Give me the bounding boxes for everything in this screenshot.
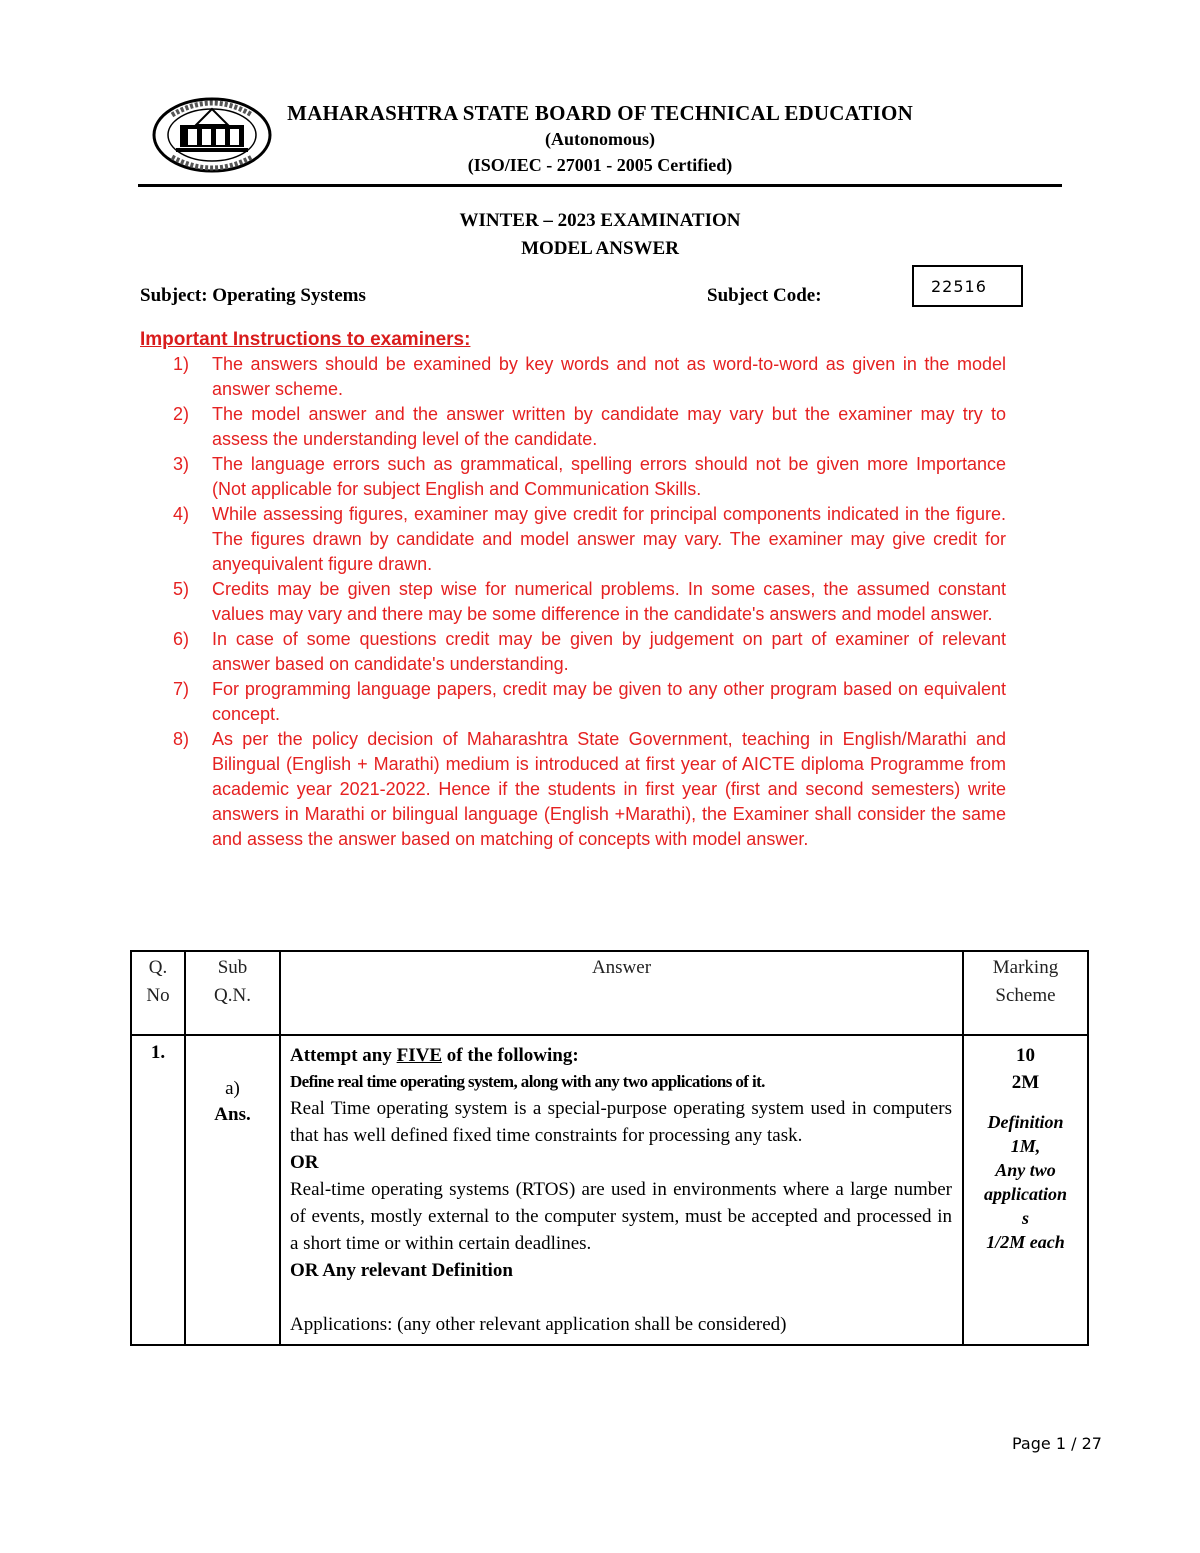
instruction-number: 7) (173, 679, 190, 699)
scheme-line: application (983, 1184, 1067, 1204)
instruction-item (170, 577, 1006, 627)
header-marking-line1: Marking (992, 957, 1059, 978)
page-number: Page 1 / 27 (1012, 1434, 1102, 1453)
instruction-text: In case of some questions credit may be given by judgement on part of examiner of relevant answer based on candidate's understanding. (212, 629, 1006, 674)
answer-table (130, 950, 1089, 1346)
instruction-number: 5) (173, 579, 190, 599)
instruction-prefix: Attempt any (290, 1045, 397, 1066)
applications-heading: Applications: (any other relevant application shall be considered) (290, 1314, 787, 1335)
header-answer (280, 951, 963, 1035)
instruction-item (170, 727, 1006, 852)
scheme-line: Any two (995, 1160, 1056, 1180)
marking-scheme (964, 1110, 1087, 1254)
section-instruction (290, 1042, 952, 1069)
instruction-item (170, 677, 1006, 727)
instruction-number: 4) (173, 504, 190, 524)
instruction-text: Credits may be given step wise for numerical problems. In some cases, the assumed constant values may vary and there may be some difference in the candidate's answers and model answer. (212, 579, 1006, 624)
header-qno-line1: Q. (148, 957, 168, 978)
scheme-line: 1/2M each (986, 1232, 1065, 1252)
or-separator: OR Any relevant Definition (290, 1260, 513, 1281)
instruction-text: The language errors such as grammatical, spelling errors should not be given more Importance (Not applicable for subject English and Communication Skills. (212, 454, 1006, 499)
header-subq (185, 951, 280, 1035)
header-answer-label: Answer (591, 957, 652, 978)
header-qno-line2: No (146, 985, 170, 1006)
instruction-suffix: of the following: (442, 1045, 579, 1066)
instruction-text: As per the policy decision of Maharashtra State Government, teaching in English/Marathi and Bilingual (English + Marathi) medium is introduced at first year of AICTE diploma Programme from academic year 2021-2022. Hence if the students in first year (first and second semesters) write answers in Marathi or bilingual language (English +Marathi), the Examiner shall consider the same and assess the answer based on matching of concepts with model answer. (212, 729, 1006, 849)
subject-label: Subject: Operating Systems (140, 285, 366, 306)
exam-title: WINTER – 2023 EXAMINATION (459, 210, 741, 231)
instructions-title: Important Instructions to examiners: (140, 329, 471, 350)
scheme-line: 1M, (1010, 1136, 1041, 1156)
instruction-item (170, 627, 1006, 677)
header-marking (963, 951, 1088, 1035)
instruction-text: While assessing figures, examiner may give credit for principal components indicated in the figure. The figures drawn by candidate and model answer may vary. The examiner may give credit for anyequivalent figure drawn. (212, 504, 1006, 574)
sub-question-number: a) (225, 1078, 240, 1099)
instruction-number: 1) (173, 354, 190, 374)
question-number: 1. (131, 1035, 185, 1345)
answer-cell (280, 1035, 963, 1345)
subject-code-label: Subject Code: (707, 285, 822, 306)
instruction-text: The answers should be examined by key words and not as word-to-word as given in the model answer scheme. (212, 354, 1006, 399)
or-separator: OR (290, 1152, 319, 1173)
subject-code-box: 22516 (912, 265, 1023, 307)
header-subq-line2: Q.N. (214, 985, 251, 1006)
header-marking-line2: Scheme (995, 985, 1056, 1006)
instruction-number: 8) (173, 729, 190, 749)
board-name: MAHARASHTRA STATE BOARD OF TECHNICAL EDUCATION (287, 101, 913, 125)
question-marks: 2M (1011, 1072, 1040, 1093)
instruction-number: 6) (173, 629, 190, 649)
ans-label: Ans. (214, 1104, 251, 1125)
question-text: Define real time operating system, along with any two applications of it. (290, 1072, 765, 1091)
instructions-list (170, 352, 1006, 852)
instruction-item (170, 452, 1006, 502)
instruction-item (170, 402, 1006, 452)
instruction-number: 2) (173, 404, 190, 424)
instruction-number: 3) (173, 454, 190, 474)
marking-cell (963, 1035, 1088, 1345)
table-header-row (131, 951, 1088, 1035)
scheme-line: Definition (987, 1112, 1064, 1132)
instruction-emphasis: FIVE (396, 1045, 443, 1066)
instruction-item (170, 502, 1006, 577)
autonomous-label: (Autonomous) (544, 129, 655, 149)
header-qno (131, 951, 185, 1035)
spacer (290, 1284, 952, 1311)
header-subq-line1: Sub (217, 957, 248, 978)
table-row (131, 1035, 1088, 1345)
header-divider (138, 184, 1062, 187)
instruction-item (170, 352, 1006, 402)
instruction-text: The model answer and the answer written by candidate may vary but the examiner may try to assess the understanding level of the candidate. (212, 404, 1006, 449)
exam-subtitle: MODEL ANSWER (521, 238, 679, 259)
instruction-text: For programming language papers, credit may be given to any other program based on equivalent concept. (212, 679, 1006, 724)
scheme-line: s (1021, 1208, 1029, 1228)
answer-paragraph: Real-time operating systems (RTOS) are used in environments where a large number of events, mostly external to the computer system, must be accepted and processed in a short time or within certain deadlines. (290, 1179, 952, 1254)
total-marks: 10 (1016, 1045, 1035, 1066)
certification-label: (ISO/IEC - 27001 - 2005 Certified) (467, 155, 733, 175)
sub-question-cell (185, 1035, 280, 1345)
answer-paragraph: Real Time operating system is a special-purpose operating system used in computers that has well defined fixed time constraints for processing any task. (290, 1098, 952, 1146)
